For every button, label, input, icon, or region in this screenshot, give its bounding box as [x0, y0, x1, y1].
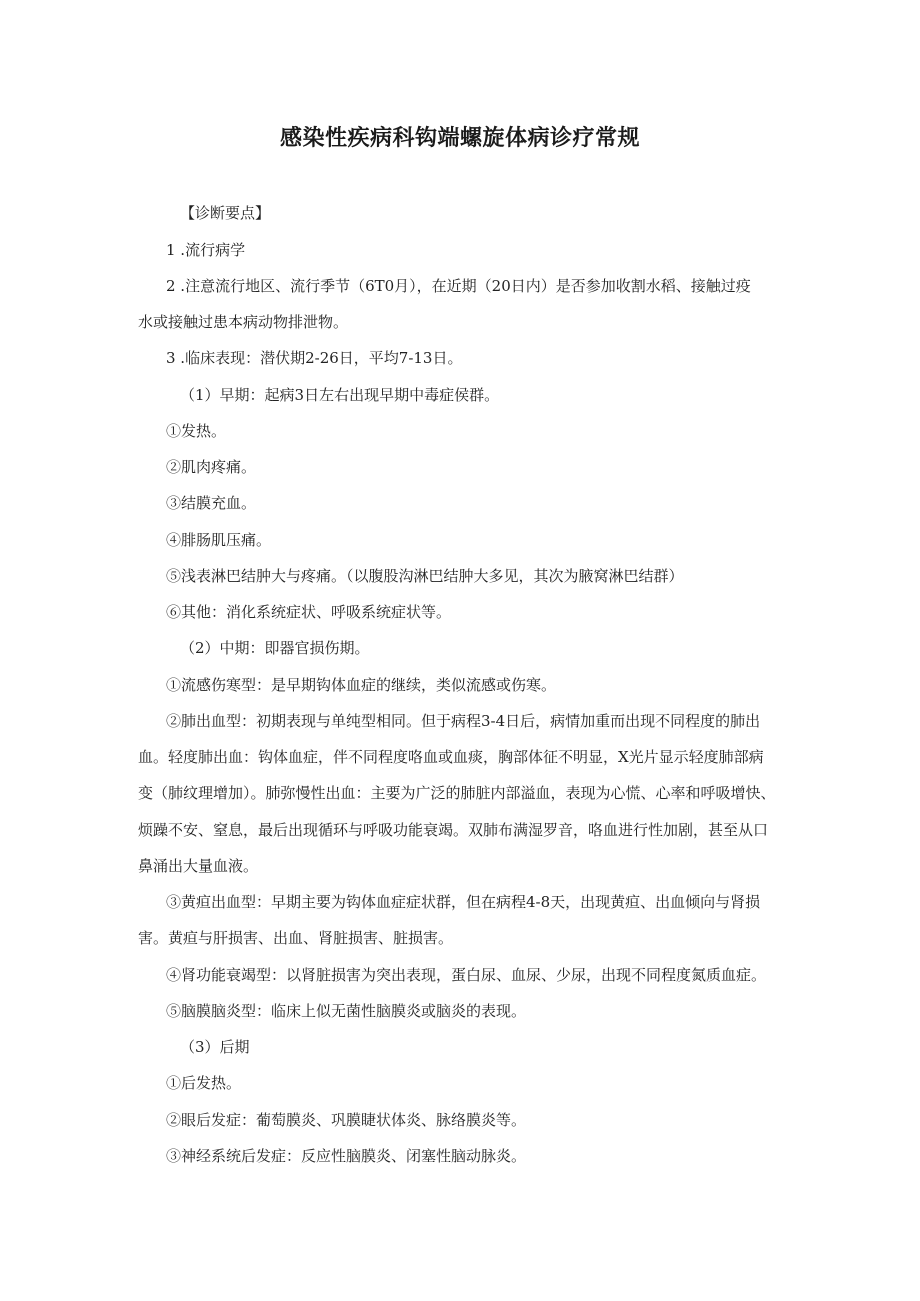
paragraph-line: 鼻涌出大量血液。 [138, 857, 259, 875]
list-item: ②肌肉疼痛。 [166, 458, 257, 476]
paragraph-line: 烦躁不安、窒息，最后出现循环与呼吸功能衰竭。双肺布满湿罗音，咯血进行性加剧，甚至从口 [138, 821, 769, 839]
list-item: ④肾功能衰竭型：以肾脏损害为突出表现，蛋白尿、血尿、少尿，出现不同程度氮质血症。 [166, 966, 767, 984]
list-item: ②肺出血型：初期表现与单纯型相同。但于病程3-4日后，病情加重而出现不同程度的肺出 [166, 712, 761, 730]
paragraph-line: 血。轻度肺出血：钩体血症，伴不同程度咯血或血痰，胸部体征不明显，X光片显示轻度肺部病 [138, 748, 764, 766]
list-item: ④腓肠肌压痛。 [166, 531, 272, 549]
section-heading-diagnosis: 【诊断要点】 [180, 204, 271, 222]
list-item: ①发热。 [166, 422, 227, 440]
list-item: ⑤浅表淋巴结肿大与疼痛。（以腹股沟淋巴结肿大多见，其次为腋窝淋巴结群） [166, 567, 684, 585]
list-item: ③结膜充血。 [166, 494, 257, 512]
paragraph-line: （1）早期：起病3日左右出现早期中毒症侯群。 [180, 386, 500, 404]
paragraph-line: 变（肺纹理增加）。肺弥慢性出血：主要为广泛的肺脏内部溢血，表现为心慌、心率和呼吸增快、 [138, 784, 776, 802]
list-item: ③神经系统后发症：反应性脑膜炎、闭塞性脑动脉炎。 [166, 1147, 527, 1165]
list-item: ⑤脑膜脑炎型：临床上似无菌性脑膜炎或脑炎的表现。 [166, 1002, 527, 1020]
paragraph-line: 2 .注意流行地区、流行季节（6T0月），在近期（20日内）是否参加收割水稻、接触过疫 [166, 277, 751, 295]
document-title: 感染性疾病科钩端螺旋体病诊疗常规 [279, 126, 640, 151]
paragraph-line: 1 .流行病学 [166, 241, 246, 259]
paragraph-line: 水或接触过患本病动物排泄物。 [138, 313, 349, 331]
list-item: ①流感伤寒型：是早期钩体血症的继续，类似流感或伤寒。 [166, 676, 557, 694]
list-item: ⑥其他：消化系统症状、呼吸系统症状等。 [166, 603, 452, 621]
list-item: ③黄疸出血型：早期主要为钩体血症症状群，但在病程4-8天，出现黄疸、出血倾向与肾损 [166, 893, 761, 911]
list-item: ②眼后发症：葡萄膜炎、巩膜睫状体炎、脉络膜炎等。 [166, 1111, 527, 1129]
paragraph-line: （2）中期：即器官损伤期。 [180, 639, 370, 657]
list-item: ①后发热。 [166, 1074, 242, 1092]
paragraph-line: 害。黄疸与肝损害、出血、肾脏损害、脏损害。 [138, 929, 454, 947]
paragraph-line: （3）后期 [180, 1038, 250, 1056]
paragraph-line: 3 .临床表现：潜伏期2-26日，平均7-13日。 [166, 349, 463, 367]
